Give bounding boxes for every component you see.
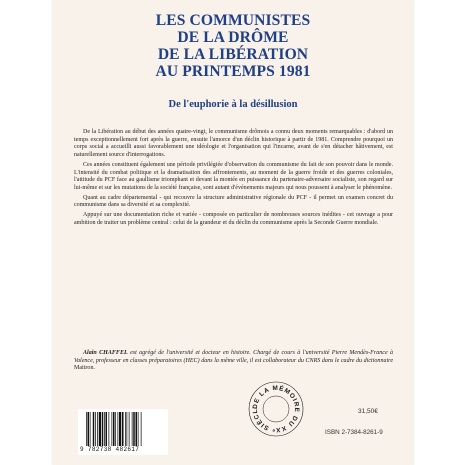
isbn: ISBN 2-7384-8261-9 [325, 429, 383, 436]
publisher-seal-logo [248, 381, 304, 437]
book-subtitle: De l'euphorie à la désillusion [168, 99, 298, 110]
author-name: Alain CHAFFEL [83, 350, 128, 356]
author-dictionary: Maitron. [74, 365, 95, 372]
barcode-bar [93, 412, 95, 446]
barcode-bar [132, 412, 133, 446]
title-line-1: LES COMMUNISTES [155, 12, 311, 29]
barcode-bar [115, 412, 116, 446]
title-line-4: AU PRINTEMPS 1981 [155, 63, 311, 80]
barcode-bar [138, 412, 139, 446]
barcode-bar [109, 412, 110, 446]
barcode-bar [141, 412, 142, 446]
barcode-bar [113, 412, 115, 446]
barcode-bar [90, 412, 91, 446]
barcode [78, 409, 168, 455]
book-title [52, 12, 414, 80]
price: 31,50€ [358, 408, 378, 415]
barcode-bar [129, 412, 130, 446]
barcode-bar [97, 412, 98, 446]
barcode-bar [88, 412, 90, 446]
blurb-paragraph-1: De la Libération au début des années quatre-vingt, le communisme drômois a connu deux moments remarquables : d'abord un temps exceptionnellement fort après la guerre, ensuite l'amorce d'un déclin historique à partir de 1981. Comprendre pourquoi un corps social a accueilli aussi favorablement une idéologie et l'organisation qui l'incarne, avant de s'en détacher hâtivement, est naturellement source d'interrogations. [74, 129, 393, 159]
blurb-paragraph-2: Ces années constituent également une période privilégiée d'observation du communisme du fait de son pouvoir dans le monde. L'intensité du combat politique et la dramatisation des affrontements, au moment de la guerre froide et des guerres coloniales, l'attitude du PCF face au gaullisme triomphant et devant la montée en puissance du partenaire-adversaire socialiste, son regard sur lui-même et sur les mutations de la société française, sont autant d'événements majeurs qui nous poussent à analyser le phénomène. [74, 161, 393, 191]
seal-text: DE LA MÉMOIRE DU XXᵉ SIÈCL [251, 384, 301, 434]
author-bio [74, 350, 393, 373]
barcode-bar [95, 412, 96, 446]
title-line-2: DE LA DRÔME [177, 29, 289, 46]
svg-text:DE LA MÉMOIRE DU XXᵉ SIÈCLE [248, 381, 300, 433]
barcode-bar [104, 412, 105, 446]
barcode-bar [133, 412, 135, 446]
barcode-bars [86, 412, 160, 446]
barcode-bar [119, 412, 121, 446]
barcode-bar [125, 412, 126, 446]
title-line-3: DE LA LIBÉRATION [157, 46, 309, 63]
barcode-bar [86, 412, 87, 446]
blurb-paragraph-4: Appuyé sur une documentation riche et variée - composée en particulier de nombreuses sources inédites - cet ouvrage a pour ambition de traiter un problème central : celui de la grandeur et du déclin du communisme après la Seconde Guerre mondiale. [74, 212, 393, 226]
barcode-bar [118, 412, 119, 446]
blurb [74, 129, 393, 229]
author-bio-text: est agrégé de l'université et docteur en histoire. Chargé de cours à l'université Pierre Mendès-France à Valence, professeur en classes préparatoires (HEC) dans la même ville, il est collaborateur du CNRS dans le cadre du dictionnaire [74, 350, 394, 364]
barcode-bar [112, 412, 113, 446]
barcode-bar [136, 412, 138, 446]
barcode-bar [122, 412, 124, 446]
book-back-cover [52, 0, 414, 465]
barcode-bar [102, 412, 104, 446]
blurb-paragraph-3: Quant au cadre départemental - qui recouvre la structure administrative régionale du PCF - il permet un examen concret du communisme dans sa diversité et sa complexité. [74, 194, 393, 209]
barcode-bar [99, 412, 101, 446]
barcode-number: 9 782738 482617 [80, 446, 140, 453]
barcode-bar [127, 412, 128, 446]
barcode-bar [106, 412, 108, 446]
